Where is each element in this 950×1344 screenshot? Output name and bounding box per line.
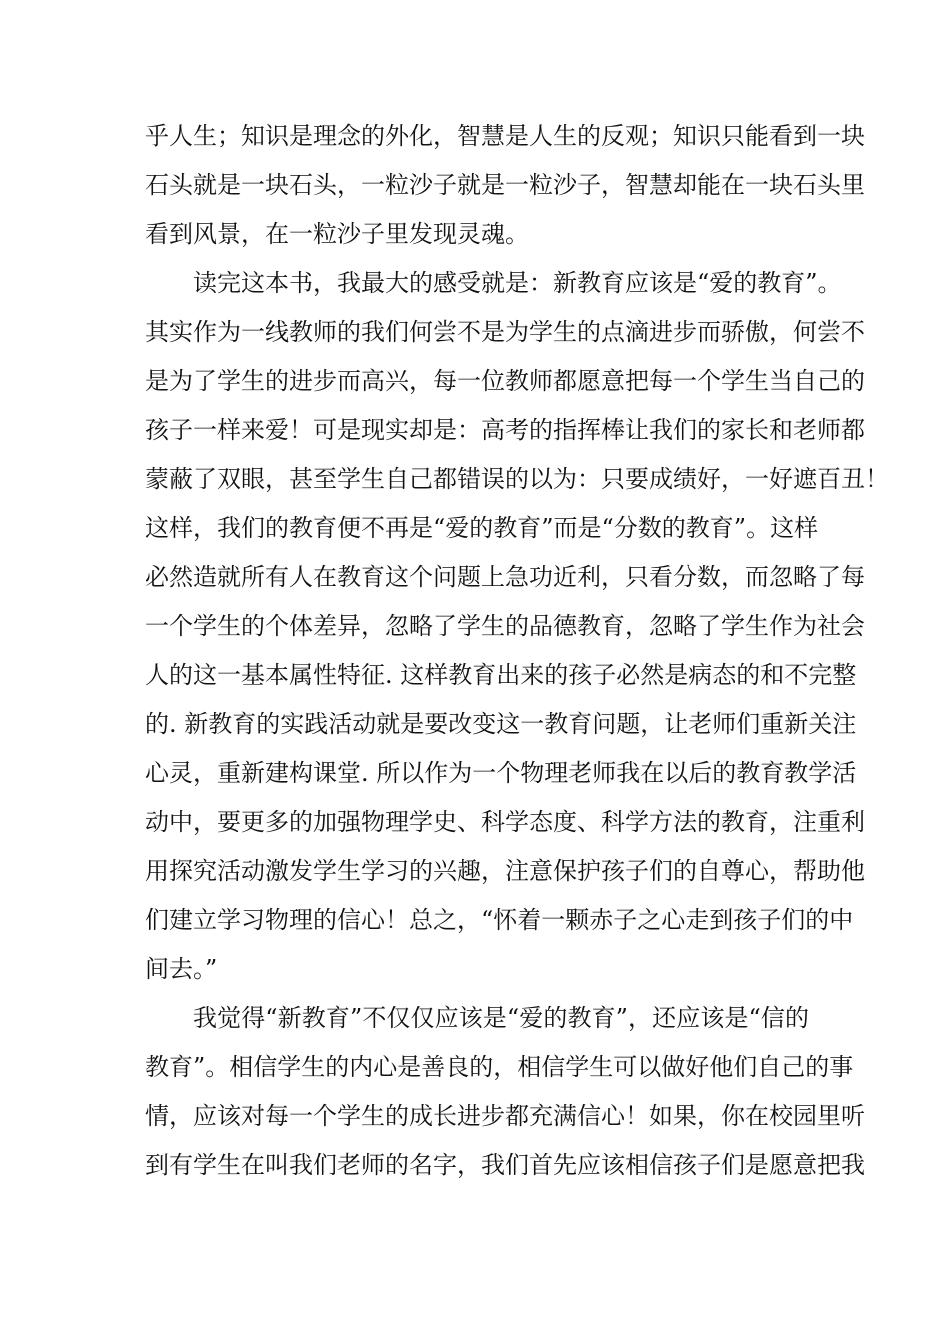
- text-line: 蒙蔽了双眼，甚至学生自己都错误的以为：只要成绩好，一好遮百丑！: [145, 465, 889, 493]
- text-line: 用探究活动激发学生学习的兴趣，注意保护孩子们的自尊心，帮助他: [145, 857, 865, 885]
- text-line: 我觉得“新教育”不仅仅应该是“爱的教育”，还应该是“信的: [193, 1004, 809, 1032]
- text-line: 到有学生在叫我们老师的名字，我们首先应该相信孩子们是愿意把我: [145, 1151, 865, 1179]
- text-line: 其实作为一线教师的我们何尝不是为学生的点滴进步而骄傲，何尝不: [145, 318, 865, 346]
- text-line: 石头就是一块石头，一粒沙子就是一粒沙子，智慧却能在一块石头里: [145, 171, 865, 199]
- text-line: 孩子一样来爱！可是现实却是：高考的指挥棒让我们的家长和老师都: [145, 416, 865, 444]
- text-line: 教育”。相信学生的内心是善良的，相信学生可以做好他们自己的事: [145, 1053, 854, 1081]
- document-body: [145, 112, 889, 1190]
- text-line: 人的这一基本属性特征. 这样教育出来的孩子必然是病态的和不完整: [145, 661, 857, 689]
- text-line: 这样，我们的教育便不再是“爱的教育”而是“分数的教育”。这样: [145, 514, 819, 542]
- text-line: 心灵，重新建构课堂. 所以作为一个物理老师我在以后的教育教学活: [145, 759, 857, 787]
- text-line: 乎人生；知识是理念的外化，智慧是人生的反观；知识只能看到一块: [145, 122, 865, 150]
- text-line: 一个学生的个体差异，忽略了学生的品德教育，忽略了学生作为社会: [145, 612, 865, 640]
- text-line: 看到风景，在一粒沙子里发现灵魂。: [145, 220, 529, 248]
- text-line: 间去。”: [145, 955, 218, 983]
- text-line: 动中，要更多的加强物理学史、科学态度、科学方法的教育，注重利: [145, 808, 865, 836]
- text-line: 们建立学习物理的信心！总之，“怀着一颗赤子之心走到孩子们的中: [145, 906, 854, 934]
- text-line: 的. 新教育的实践活动就是要改变这一教育问题，让老师们重新关注: [145, 710, 857, 738]
- text-line: 是为了学生的进步而高兴，每一位教师都愿意把每一个学生当自己的: [145, 367, 865, 395]
- text-line: 读完这本书，我最大的感受就是：新教育应该是“爱的教育”。: [193, 269, 842, 297]
- text-line: 必然造就所有人在教育这个问题上急功近利，只看分数，而忽略了每: [145, 563, 865, 591]
- text-line: 情，应该对每一个学生的成长进步都充满信心！如果，你在校园里听: [145, 1102, 865, 1130]
